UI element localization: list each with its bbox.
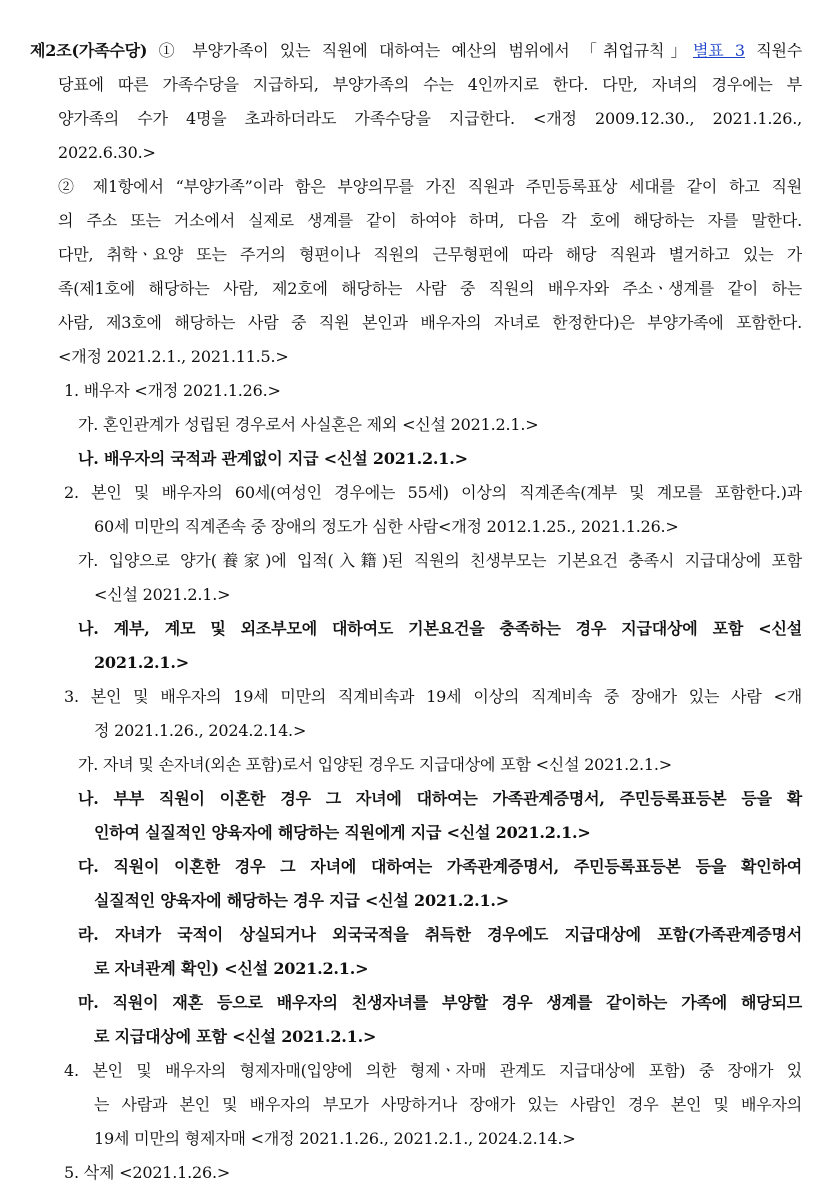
article-para2-line1: ② 제1항에서 “부양가족”이라 함은 부양의무를 가진 직원과 주민등록표상 세대를 같이 하고 직원	[58, 177, 802, 196]
item-2-na-line1: 나. 계부, 계모 및 외조부모에 대하여도 기본요건을 충족하는 경우 지급대상에 포함 <신설	[78, 619, 802, 638]
article-para2-line6: <개정 2021.2.1., 2021.11.5.>	[58, 347, 289, 366]
item-1-na: 나. 배우자의 국적과 관계없이 지급 <신설 2021.2.1.>	[78, 449, 468, 468]
article-heading: 제2조(가족수당)	[30, 41, 148, 60]
item-3-na-line1: 나. 부부 직원이 이혼한 경우 그 자녀에 대하여는 가족관계증명서, 주민등록표등본 등을 확	[78, 789, 802, 808]
article-para2-line3: 다만, 취학ㆍ요양 또는 주거의 형편이나 직원의 근무형편에 따라 해당 직원과 별거하고 있는 가	[58, 245, 802, 264]
item-3-ma-line1: 마. 직원이 재혼 등으로 배우자의 친생자녀를 부양할 경우 생계를 같이하는 가족에 해당되므	[78, 993, 802, 1012]
article-para1-line1	[30, 34, 802, 68]
item-3-ra-line1: 라. 자녀가 국적이 상실되거나 외국국적을 취득한 경우에도 지급대상에 포함(가족관계증명서	[78, 925, 802, 944]
item-3-ga: 가. 자녀 및 손자녀(외손 포함)로서 입양된 경우도 지급대상에 포함 <신설 2021.2.1.>	[78, 755, 672, 774]
item-1: 1. 배우자 <개정 2021.1.26.>	[64, 381, 281, 400]
item-3-da-line1: 다. 직원이 이혼한 경우 그 자녀에 대하여는 가족관계증명서, 주민등록표등본 등을 확인하여	[78, 857, 802, 876]
article-para1-line4: 2022.6.30.>	[58, 143, 156, 162]
item-3-line2: 정 2021.1.26., 2024.2.14.>	[94, 721, 307, 740]
item-3-line1: 3. 본인 및 배우자의 19세 미만의 직계비속과 19세 이상의 직계비속 중 장애가 있는 사람 <개	[64, 687, 802, 706]
article-para2-line5: 사람, 제3호에 해당하는 사람 중 직원 본인과 배우자의 자녀로 한정한다)은 부양가족에 포함한다.	[58, 313, 802, 332]
article-para2-line4: 족(제1호에 해당하는 사람, 제2호에 해당하는 사람 중 직원의 배우자와 주소ㆍ생계를 같이 하는	[58, 279, 802, 298]
item-3-ra-line2: 로 자녀관계 확인) <신설 2021.2.1.>	[94, 959, 369, 978]
item-4-line3: 19세 미만의 형제자매 <개정 2021.1.26., 2021.2.1., 2024.2.14.>	[94, 1129, 576, 1148]
document-page	[30, 34, 802, 1190]
item-4-line1: 4. 본인 및 배우자의 형제자매(입양에 의한 형제ㆍ자매 관계도 지급대상에 포함) 중 장애가 있	[64, 1061, 802, 1080]
appendix-link[interactable]: 별표 3	[692, 41, 745, 60]
item-2-line2: 60세 미만의 직계존속 중 장애의 정도가 심한 사람<개정 2012.1.25., 2021.1.26.>	[94, 517, 679, 536]
item-2-ga-line1: 가. 입양으로 양가(養家)에 입적(入籍)된 직원의 친생부모는 기본요건 충족시 지급대상에 포함	[78, 551, 802, 570]
article-para1-text-b: 직원수	[744, 41, 803, 60]
article-para1-line3: 양가족의 수가 4명을 초과하더라도 가족수당을 지급한다. <개정 2009.12.30., 2021.1.26.,	[58, 109, 802, 128]
item-5: 5. 삭제 <2021.1.26.>	[64, 1163, 231, 1182]
article-para1-line2: 당표에 따른 가족수당을 지급하되, 부양가족의 수는 4인까지로 한다. 다만, 자녀의 경우에는 부	[58, 75, 802, 94]
item-3-na-line2: 인하여 실질적인 양육자에 해당하는 직원에게 지급 <신설 2021.2.1.>	[94, 823, 591, 842]
item-4-line2: 는 사람과 본인 및 배우자의 부모가 사망하거나 장애가 있는 사람인 경우 본인 및 배우자의	[94, 1095, 802, 1114]
item-2-line1: 2. 본인 및 배우자의 60세(여성인 경우에는 55세) 이상의 직계존속(계부 및 계모를 포함한다.)과	[64, 483, 802, 502]
item-3-ma-line2: 로 지급대상에 포함 <신설 2021.2.1.>	[94, 1027, 377, 1046]
item-2-na-line2: 2021.2.1.>	[94, 653, 189, 672]
article-para2-line2: 의 주소 또는 거소에서 실제로 생계를 같이 하여야 하며, 다음 각 호에 해당하는 자를 말한다.	[58, 211, 802, 230]
item-2-ga-line2: <신설 2021.2.1.>	[94, 585, 231, 604]
item-1-ga: 가. 혼인관계가 성립된 경우로서 사실혼은 제외 <신설 2021.2.1.>	[78, 415, 539, 434]
article-para1-text-a: ① 부양가족이 있는 직원에 대하여는 예산의 범위에서 「취업규칙」	[147, 41, 693, 60]
item-3-da-line2: 실질적인 양육자에 해당하는 경우 지급 <신설 2021.2.1.>	[94, 891, 509, 910]
